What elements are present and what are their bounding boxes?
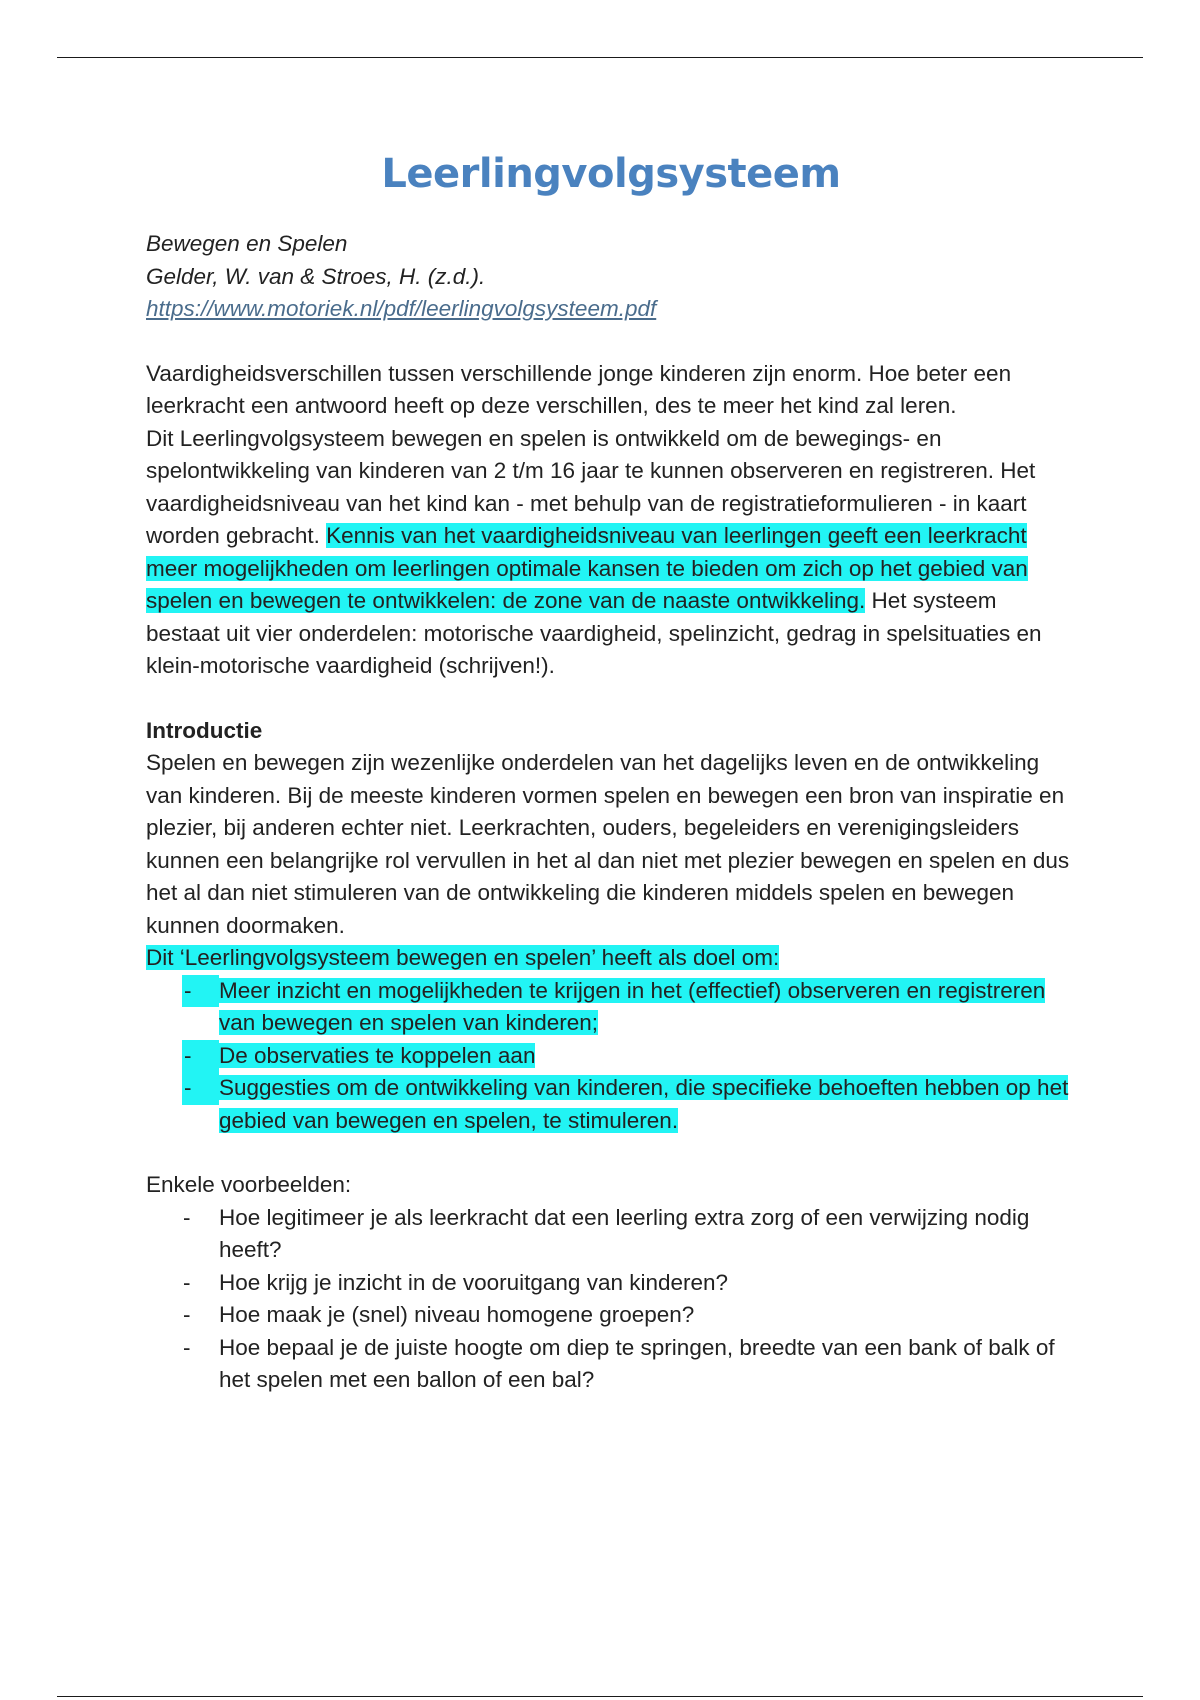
list-item [146,975,1076,1040]
goal-text: Meer inzicht en mogelijkheden te krijgen in het (effectief) observeren en registreren van bewegen en spelen van kinderen; [219,977,1046,1035]
section-heading: Introductie [146,717,263,743]
introductie-text: Spelen en bewegen zijn wezenlijke onderdelen van het dagelijks leven en de ontwikkeling van kinderen. Bij de meeste kinderen vormen spelen en bewegen een bron van inspiratie en plezier, bij anderen echter niet. Leerkrachten, ouders, begeleiders en verenigingsleiders kunnen een belangrijke rol vervullen in het al dan niet met plezier bewegen en spelen en dus het al dan niet stimuleren van de ontwikkeling die kinderen middels spelen en bewegen kunnen doormaken. [146,750,1070,938]
document-page [146,146,1076,1397]
dash-bullet: - [182,1040,219,1073]
list-item [146,1040,1076,1073]
dash-bullet: - [183,1269,191,1295]
bottom-rule [57,1696,1143,1697]
reference-citation: Gelder, W. van & Stroes, H. (z.d.). [146,263,486,289]
goals-list [146,975,1076,1138]
goal-text: De observaties te koppelen aan [219,1042,536,1068]
dash-bullet: - [182,975,219,1008]
example-text: Hoe legitimeer je als leerkracht dat een leerling extra zorg of een verwijzing nodig heeft? [219,1204,1030,1262]
list-item [146,1072,1076,1137]
reference-link[interactable]: https://www.motoriek.nl/pdf/leerlingvolgsysteem.pdf [146,296,657,321]
list-item [146,1299,1076,1332]
reference-url-line [146,293,1076,326]
top-rule [57,57,1143,58]
intro-paragraph-2-tail: Het systeem bestaat uit vier onderdelen: motorische vaardigheid, spelinzicht, gedrag in spelsituaties en klein-motorische vaardigheid (schrijven!). [146,588,1042,678]
highlighted-passage: Kennis van het vaardigheidsniveau van leerlingen geeft een leerkracht meer mogelijkheden om leerlingen optimale kansen te bieden om zich op het gebied van spelen en bewegen te ontwikkelen: de zone van de naaste ontwikkeling. [146,523,1028,613]
dash-bullet: - [182,1072,219,1105]
reference-subtitle: Bewegen en Spelen [146,231,348,256]
dash-bullet: - [183,1204,191,1230]
intro-section [146,358,1076,683]
example-text: Hoe maak je (snel) niveau homogene groepen? [219,1302,695,1327]
example-text: Hoe bepaal je de juiste hoogte om diep te springen, breedte van een bank of balk of het spelen met een ballon of een bal? [219,1334,1055,1392]
goal-intro [146,942,1076,975]
examples-list [146,1202,1076,1397]
goal-text: Suggesties om de ontwikkeling van kinderen, die specifieke behoeften hebben op het gebied van bewegen en spelen, te stimuleren. [219,1075,1069,1133]
introductie-section [146,715,1076,1138]
intro-paragraph-2-text: Dit Leerlingvolgsysteem bewegen en spelen is ontwikkeld om de bewegings- en spelontwikkeling van kinderen van 2 t/m 16 jaar te kunnen observeren en registreren. Het vaardigheidsniveau van het kind kan - met behulp van de registratieformulieren - in kaart worden gebracht. [146,425,1036,548]
list-item [146,1332,1076,1397]
list-item [146,1202,1076,1267]
reference-block [146,228,1076,326]
examples-intro: Enkele voorbeelden: [146,1172,352,1197]
intro-paragraph-2 [146,423,1076,683]
page-title: Leerlingvolgsysteem [381,151,841,197]
list-item [146,1267,1076,1300]
intro-paragraph-1: Vaardigheidsverschillen tussen verschillende jonge kinderen zijn enorm. Hoe beter een leerkracht een antwoord heeft op deze verschillen, des te meer het kind zal leren. [146,360,1012,418]
dash-bullet: - [183,1302,191,1327]
example-text: Hoe krijg je inzicht in de vooruitgang van kinderen? [219,1269,729,1295]
dash-bullet: - [183,1334,191,1360]
goal-intro-highlight: Dit ‘Leerlingvolgsysteem bewegen en spelen’ heeft als doel om: [146,945,780,970]
examples-section [146,1169,1076,1397]
